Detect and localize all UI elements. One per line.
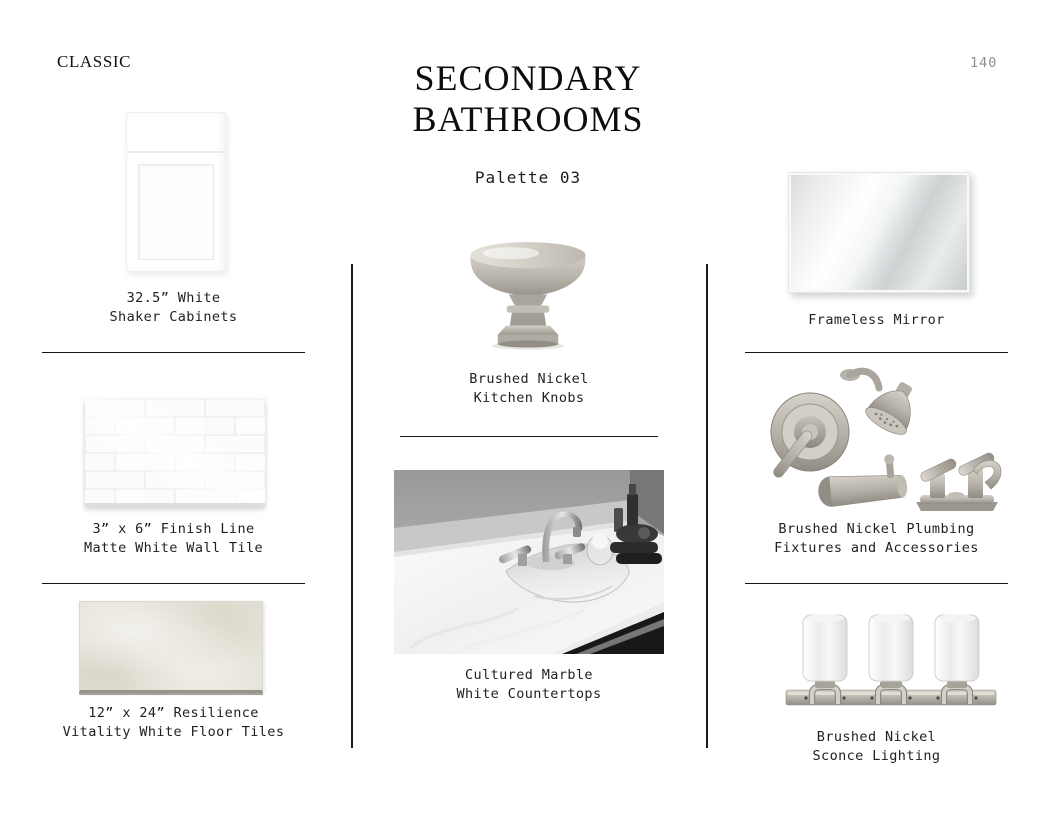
wall-tile-label: 3” x 6” Finish Line Matte White Wall Tile [83, 521, 264, 556]
page-title-line1: SECONDARY [414, 58, 642, 98]
cabinet-image [126, 112, 226, 272]
page-number: 140 [970, 55, 998, 71]
sconce-graphic [780, 608, 1002, 718]
countertop-image [394, 470, 664, 654]
page-title-line2: BATHROOMS [412, 99, 644, 139]
mirror-image [788, 172, 970, 293]
page-subtitle: Palette 03 [474, 168, 582, 187]
sconce-image [780, 608, 1002, 718]
floor-tile-label: 12” x 24” Resilience Vitality White Floor Tiles [62, 705, 285, 740]
floor-tile-image [79, 601, 263, 693]
column-divider-right [706, 264, 708, 748]
cabinet-drawer-front [127, 113, 225, 153]
divider-left-top [42, 352, 305, 353]
sconce-label: Brushed Nickel Sconce Lighting [812, 729, 941, 764]
plumbing-image [750, 362, 1005, 512]
collection-label: CLASSIC [57, 52, 132, 71]
divider-right-bottom [745, 583, 1008, 584]
mirror-label: Frameless Mirror [808, 312, 945, 328]
divider-left-bottom [42, 583, 305, 584]
subway-tile-graphic [85, 399, 265, 507]
knob-graphic [462, 234, 594, 350]
cabinets-label: 32.5” White Shaker Cabinets [109, 290, 238, 325]
divider-right-top [745, 352, 1008, 353]
cabinet-door-panel [138, 164, 214, 260]
knobs-label: Brushed Nickel Kitchen Knobs [469, 371, 589, 406]
plumbing-label: Brushed Nickel Plumbing Fixtures and Accessories [774, 521, 979, 556]
page-title [328, 58, 728, 140]
subway-tile-image [85, 399, 265, 507]
plumbing-graphic [750, 362, 1005, 512]
divider-middle [400, 436, 658, 437]
knob-image [462, 234, 594, 350]
countertop-graphic [394, 470, 664, 654]
countertops-label: Cultured Marble White Countertops [456, 667, 602, 702]
